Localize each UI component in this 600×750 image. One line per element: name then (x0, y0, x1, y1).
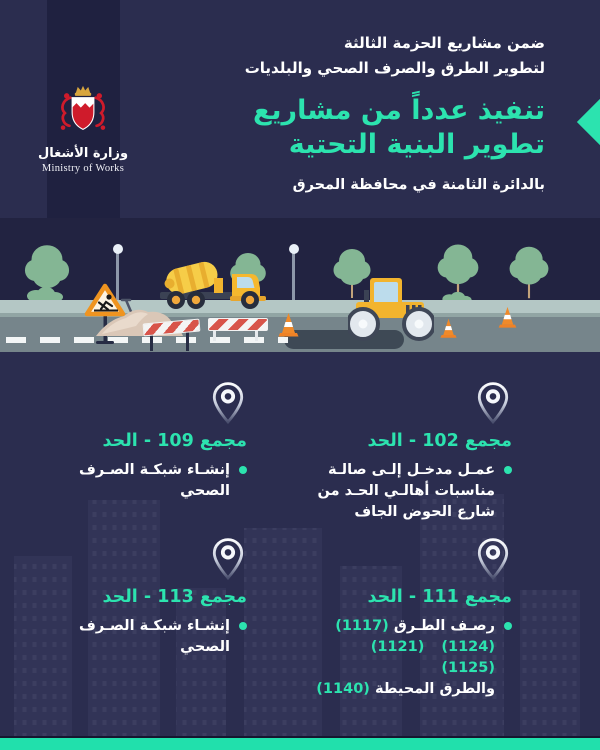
section-title: مجمع 102 - الحد (367, 431, 512, 451)
list-item (277, 460, 512, 523)
header (155, 31, 545, 193)
left-arrow-diamond-icon (577, 91, 600, 153)
road-number: (1117) (335, 618, 389, 634)
striped-barrier-icon (208, 318, 268, 331)
section-complex-102 (277, 381, 512, 523)
road-number: (1140) (316, 681, 370, 697)
section-title: مجمع 111 - الحد (367, 587, 512, 607)
bullet-dot-icon (504, 466, 512, 474)
section-complex-111 (272, 537, 512, 700)
logo-arabic-name: وزارة الأشغال (37, 146, 129, 161)
item-line-3 (305, 679, 495, 700)
item-text: إنشـاء شبكـة الصـرف الصحي (79, 462, 230, 499)
item-line-2 (305, 637, 495, 679)
location-pin-icon (476, 381, 510, 425)
list-item (12, 460, 247, 502)
location-pin-icon (211, 381, 245, 425)
traffic-cone-icon (440, 318, 457, 339)
location-pin-icon (476, 537, 510, 581)
item-text (305, 616, 495, 700)
traffic-cone-icon (278, 312, 299, 338)
footer-accent-bar (0, 736, 600, 750)
section-complex-113 (12, 537, 247, 658)
item-line-1 (305, 616, 495, 637)
list-item (272, 616, 512, 700)
bullet-dot-icon (504, 622, 512, 630)
list-item (12, 616, 247, 658)
section-title: مجمع 113 - الحد (102, 587, 247, 607)
logo-english-name: Ministry of Works (41, 163, 125, 174)
section-title: مجمع 109 - الحد (102, 431, 247, 451)
kicker-line-2: لتطوير الطرق والصرف الصحي والبلديات (244, 59, 545, 77)
section-complex-109 (12, 381, 247, 502)
bullet-dot-icon (239, 622, 247, 630)
page-title-line-2: تطوير البنية التحتية (288, 129, 545, 160)
item-text-part: رصـف الطـرق (393, 618, 495, 634)
road-roller-icon (348, 276, 434, 342)
page-subtitle: بالدائرة الثامنة في محافظة المحرق (292, 177, 545, 193)
street-lamp-icon (292, 252, 295, 302)
item-text-part: والطرق المحيطة (374, 681, 495, 697)
location-pin-icon (211, 537, 245, 581)
bahrain-crest-logo (54, 84, 112, 144)
road-numbers: (1121) (1124) (1125) (370, 639, 495, 676)
page-title-line-1: تنفيذ عدداً من مشاريع (252, 95, 545, 126)
bullet-dot-icon (239, 466, 247, 474)
ministry-logo (23, 84, 143, 174)
traffic-cone-icon (498, 306, 517, 329)
tree-icon (508, 244, 550, 302)
item-text: إنشـاء شبكـة الصـرف الصحي (79, 618, 230, 655)
kicker-line-1: ضمن مشاريع الحزمة الثالثة (343, 34, 545, 52)
item-text: عمـل مدخـل إلـى صالـة مناسبات أهالـي الحـد من شارع الحوض الجاف (317, 462, 495, 520)
